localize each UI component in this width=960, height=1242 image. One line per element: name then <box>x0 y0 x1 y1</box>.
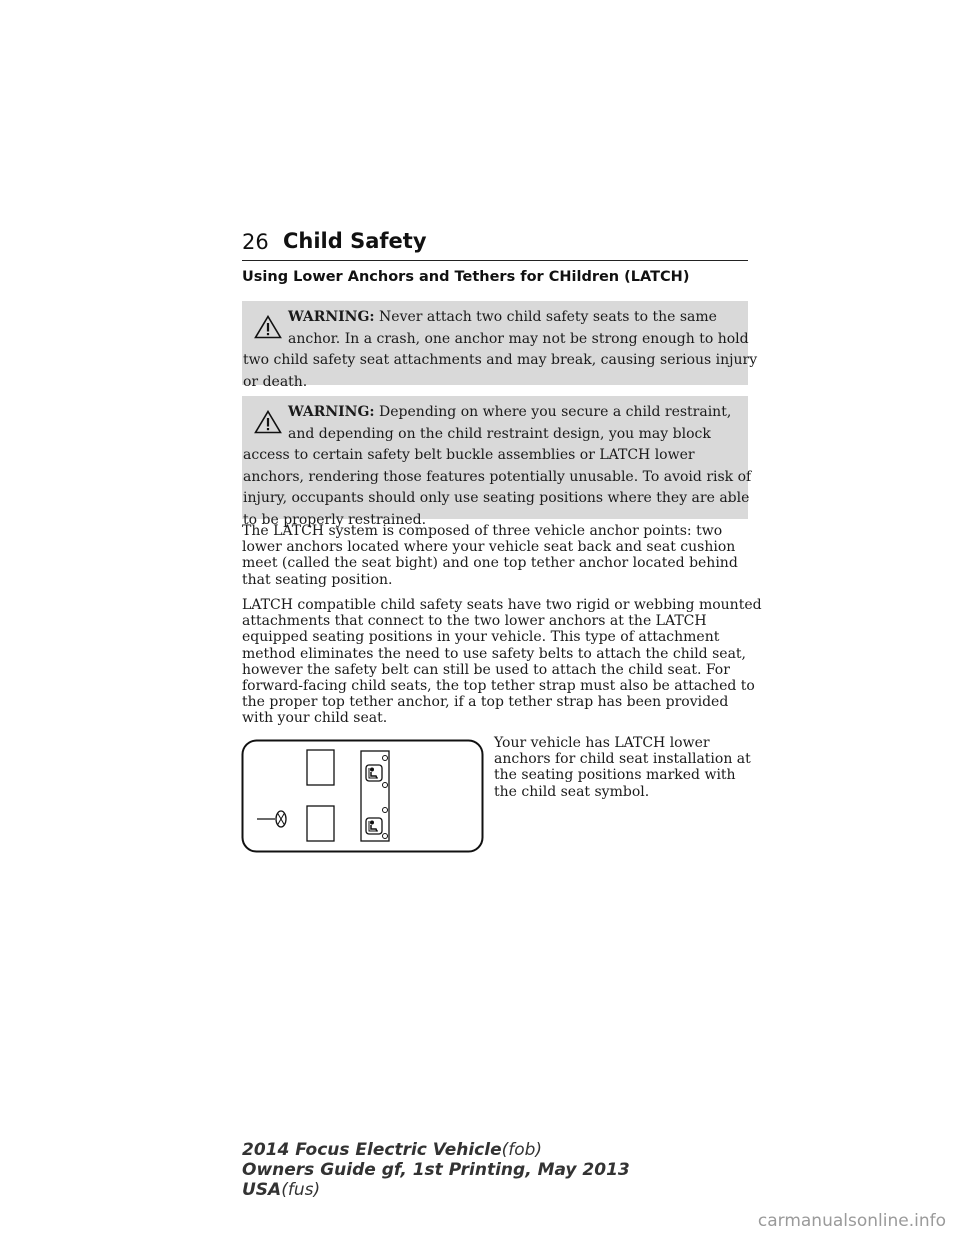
paragraph-line: with your child seat. <box>242 710 388 727</box>
warning-text-line: to be properly restrained. <box>243 511 427 528</box>
paragraph-line: method eliminates the need to use safety belts to attach the child seat, <box>242 645 746 662</box>
page-number: 26 <box>242 230 269 254</box>
warning-triangle-icon <box>254 410 282 434</box>
footer-printing: Owners Guide gf, 1st Printing, May 2013 <box>242 1160 630 1180</box>
footer-market: USA <box>242 1180 282 1200</box>
footer-vehicle: 2014 Focus Electric Vehicle <box>242 1140 502 1160</box>
front-left-seat <box>307 750 334 785</box>
front-right-seat <box>307 806 334 841</box>
footer-vehicle-tag: (fob) <box>501 1140 543 1160</box>
warning-text-line: injury, occupants should only use seating positions where they are able <box>243 490 750 506</box>
paragraph-line: the proper top tether anchor, if a top tether strap has been provided <box>242 694 729 711</box>
body-paragraph <box>494 735 754 800</box>
warning-box-1 <box>242 301 758 390</box>
paragraph-line: the seating positions marked with <box>494 767 736 784</box>
warning-text-line: Never attach two child safety seats to the same <box>379 309 717 325</box>
page-header <box>242 228 748 261</box>
section-title: Child Safety <box>283 229 427 253</box>
warning-text-line: anchors, rendering those features potentially unusable. To avoid risk of <box>243 468 752 485</box>
warning-text-line: or death. <box>243 373 308 390</box>
latch-seating-diagram <box>241 739 484 853</box>
warning-text-line: and depending on the child restraint design, you may block <box>288 425 711 442</box>
paragraph-line: attachments that connect to the two lower anchors at the LATCH <box>242 613 707 630</box>
warning-text-line: two child safety seat attachments and may break, causing serious injury <box>243 352 758 368</box>
section-subheading: Using Lower Anchors and Tethers for CHildren (LATCH) <box>242 269 690 285</box>
warning-text-line: anchor. In a crash, one anchor may not be strong enough to hold <box>288 330 749 347</box>
paragraph-line: that seating position. <box>242 571 393 588</box>
body-paragraph <box>242 523 752 588</box>
paragraph-line: meet (called the seat bight) and one top tether anchor located behind <box>242 555 738 572</box>
child-seat-icon <box>366 818 382 834</box>
paragraph-line: equipped seating positions in your vehicle. This type of attachment <box>242 629 720 646</box>
paragraph-line: anchors for child seat installation at <box>494 751 751 768</box>
warning-label: WARNING: <box>288 404 375 420</box>
child-seat-icon <box>366 765 382 781</box>
warning-text-line: Depending on where you secure a child restraint, <box>379 404 732 420</box>
paragraph-line: Your vehicle has LATCH lower <box>494 735 710 751</box>
paragraph-line: the child seat symbol. <box>494 783 650 800</box>
watermark: carmanualsonline.info <box>757 1211 946 1231</box>
footer-market-tag: (fus) <box>281 1180 321 1200</box>
body-paragraph <box>242 597 762 727</box>
warning-text-line: access to certain safety belt buckle assemblies or LATCH lower <box>243 447 695 463</box>
paragraph-line: forward-facing child seats, the top tether strap must also be attached to <box>242 678 755 695</box>
warning-triangle-icon <box>254 315 282 339</box>
paragraph-line: LATCH compatible child safety seats have two rigid or webbing mounted <box>242 597 762 613</box>
document-footer <box>242 1140 630 1200</box>
warning-label: WARNING: <box>288 309 375 325</box>
warning-box-2 <box>242 396 752 528</box>
paragraph-line: however the safety belt can still be used to attach the child seat. For <box>242 661 730 678</box>
paragraph-line: The LATCH system is composed of three vehicle anchor points: two <box>242 523 723 539</box>
paragraph-line: lower anchors located where your vehicle seat back and seat cushion <box>242 539 736 556</box>
